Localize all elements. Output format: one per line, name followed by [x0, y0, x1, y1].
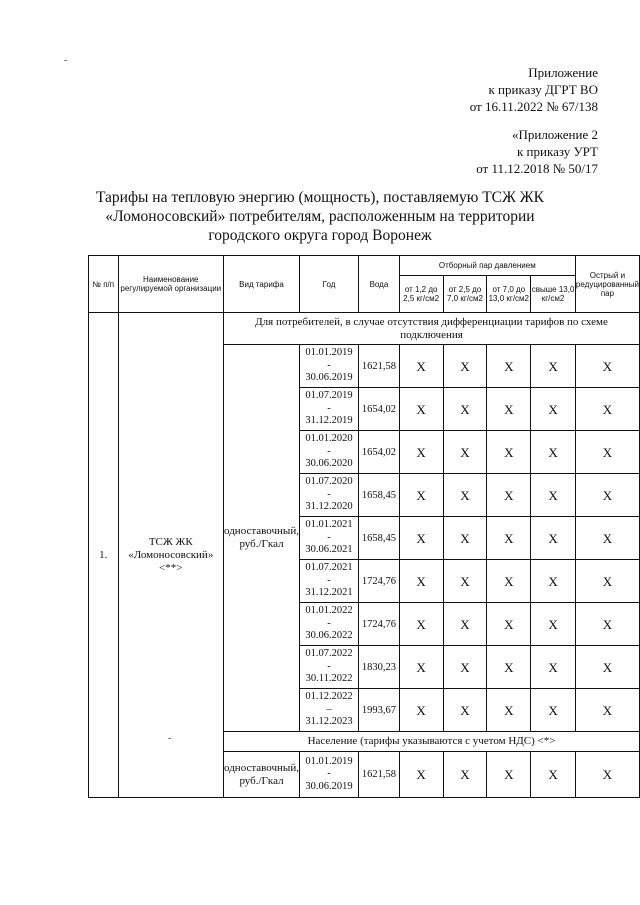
scan-speck: -: [64, 55, 68, 66]
period-start: 01.07.2022: [305, 648, 353, 660]
water-value: 1658,45: [359, 474, 400, 517]
document-title: Тарифы на тепловую энергию (мощность), поставляемую ТСЖ ЖК «Ломоносовский» потребителям, расположенным на территории городского округа город Воронеж: [95, 189, 545, 244]
scan-speck: -: [168, 733, 172, 744]
header-year: Год: [299, 256, 358, 313]
x-cell: X: [575, 752, 639, 798]
x-cell: X: [399, 345, 443, 388]
period: [299, 560, 358, 603]
x-cell: X: [399, 474, 443, 517]
header-steam-col: от 7,0 до 13,0 кг/см2: [487, 276, 531, 313]
x-cell: X: [575, 560, 639, 603]
period: [299, 474, 358, 517]
table-header-row: [89, 256, 640, 276]
appendix-header-line: от 11.12.2018 № 50/17: [476, 161, 598, 176]
x-cell: X: [575, 603, 639, 646]
period: [299, 646, 358, 689]
x-cell: X: [575, 517, 639, 560]
x-cell: X: [487, 603, 531, 646]
period-dash: -: [327, 488, 331, 500]
x-cell: X: [443, 474, 487, 517]
header-sharp-steam: Острый и редуцированный пар: [575, 256, 639, 313]
tariff-table: [88, 255, 640, 798]
x-cell: X: [487, 474, 531, 517]
water-value: 1654,02: [359, 431, 400, 474]
x-cell: X: [487, 752, 531, 798]
water-value: 1621,58: [359, 752, 400, 798]
period-dash: -: [327, 402, 331, 414]
x-cell: X: [531, 646, 576, 689]
x-cell: X: [531, 431, 576, 474]
x-cell: X: [487, 345, 531, 388]
tariff-type: одноставочный, руб./Гкал: [224, 345, 300, 732]
period: [299, 388, 358, 431]
x-cell: X: [575, 431, 639, 474]
x-cell: X: [399, 560, 443, 603]
period-dash: -: [327, 768, 331, 780]
period-start: 01.01.2019: [305, 755, 353, 767]
x-cell: X: [487, 388, 531, 431]
period: [299, 431, 358, 474]
appendix-header-line: к приказу ДГРТ ВО: [488, 82, 598, 97]
tariff-type: одноставочный, руб./Гкал: [224, 752, 300, 798]
water-value: 1621,58: [359, 345, 400, 388]
period-start: 01.01.2019: [305, 347, 353, 359]
period-dash: -: [327, 617, 331, 629]
water-value: 1658,45: [359, 517, 400, 560]
x-cell: X: [443, 431, 487, 474]
period: [299, 752, 358, 798]
section-label: Для потребителей, в случае отсутствия дифференциации тарифов по схеме подключения: [224, 313, 640, 345]
x-cell: X: [487, 689, 531, 732]
appendix-header-line: Приложение: [528, 65, 598, 80]
header-organization: Наименование регулируемой организации: [118, 256, 224, 313]
section-label: Население (тарифы указываются с учетом НДС) <*>: [224, 732, 640, 752]
x-cell: X: [531, 560, 576, 603]
period-start: 01.07.2020: [305, 476, 353, 488]
x-cell: X: [399, 646, 443, 689]
period-start: 01.12.2022: [305, 691, 353, 703]
appendix-header-line: «Приложение 2: [511, 127, 598, 142]
x-cell: X: [399, 689, 443, 732]
x-cell: X: [531, 474, 576, 517]
period-end: 31.12.2021: [305, 587, 353, 599]
period-start: 01.01.2022: [305, 605, 353, 617]
x-cell: X: [443, 560, 487, 603]
period: [299, 689, 358, 732]
x-cell: X: [531, 517, 576, 560]
period-dash: -: [327, 359, 331, 371]
x-cell: X: [399, 431, 443, 474]
appendix-header-line: к приказу УРТ: [516, 144, 598, 159]
period: [299, 517, 358, 560]
header-steam-col: свыше 13,0 кг/см2: [531, 276, 576, 313]
period-end: 31.12.2020: [305, 501, 353, 513]
period-start: 01.01.2020: [305, 433, 353, 445]
appendix-header-line: от 16.11.2022 № 67/138: [469, 99, 598, 114]
period-end: 30.11.2022: [305, 673, 353, 685]
period-end: 30.06.2019: [305, 372, 353, 384]
x-cell: X: [487, 431, 531, 474]
period-start: 01.01.2021: [305, 519, 353, 531]
period: [299, 345, 358, 388]
period-end: 30.06.2020: [305, 458, 353, 470]
period-end: 30.06.2021: [305, 544, 353, 556]
x-cell: X: [487, 560, 531, 603]
x-cell: X: [443, 345, 487, 388]
water-value: 1993,67: [359, 689, 400, 732]
x-cell: X: [531, 345, 576, 388]
x-cell: X: [575, 388, 639, 431]
x-cell: X: [443, 517, 487, 560]
x-cell: X: [443, 603, 487, 646]
section-row: [89, 313, 640, 345]
period-start: 01.07.2021: [305, 562, 353, 574]
header-steam-group: Отборный пар давлением: [399, 256, 575, 276]
x-cell: X: [575, 474, 639, 517]
water-value: 1654,02: [359, 388, 400, 431]
x-cell: X: [399, 603, 443, 646]
header-steam-col: от 1,2 до 2,5 кг/см2: [399, 276, 443, 313]
x-cell: X: [443, 752, 487, 798]
x-cell: X: [399, 752, 443, 798]
organization-name: ТСЖ ЖК «Ломоносовский» <**>: [118, 313, 224, 798]
x-cell: X: [575, 646, 639, 689]
x-cell: X: [531, 752, 576, 798]
header-steam-col: от 2,5 до 7,0 кг/см2: [443, 276, 487, 313]
x-cell: X: [531, 689, 576, 732]
appendix-header: [470, 64, 598, 115]
x-cell: X: [487, 517, 531, 560]
period-dash: -: [327, 660, 331, 672]
period-end: 30.06.2022: [305, 630, 353, 642]
x-cell: X: [531, 388, 576, 431]
x-cell: X: [575, 689, 639, 732]
period-end: 31.12.2019: [305, 415, 353, 427]
period-start: 01.07.2019: [305, 390, 353, 402]
x-cell: X: [443, 689, 487, 732]
x-cell: X: [399, 388, 443, 431]
x-cell: X: [443, 388, 487, 431]
x-cell: X: [575, 345, 639, 388]
header-water: Вода: [359, 256, 400, 313]
period-dash: -: [327, 531, 331, 543]
period-dash: –: [326, 703, 332, 715]
period: [299, 603, 358, 646]
water-value: 1830,23: [359, 646, 400, 689]
row-number: 1.: [89, 313, 119, 798]
header-num: № п/п: [89, 256, 119, 313]
water-value: 1724,76: [359, 603, 400, 646]
water-value: 1724,76: [359, 560, 400, 603]
period-dash: -: [327, 445, 331, 457]
period-dash: -: [327, 574, 331, 586]
period-end: 30.06.2019: [305, 780, 353, 792]
period-end: 31.12.2023: [305, 716, 353, 728]
header-tariff-type: Вид тарифа: [224, 256, 300, 313]
x-cell: X: [399, 517, 443, 560]
original-appendix-header: [476, 126, 598, 177]
x-cell: X: [531, 603, 576, 646]
x-cell: X: [443, 646, 487, 689]
x-cell: X: [487, 646, 531, 689]
